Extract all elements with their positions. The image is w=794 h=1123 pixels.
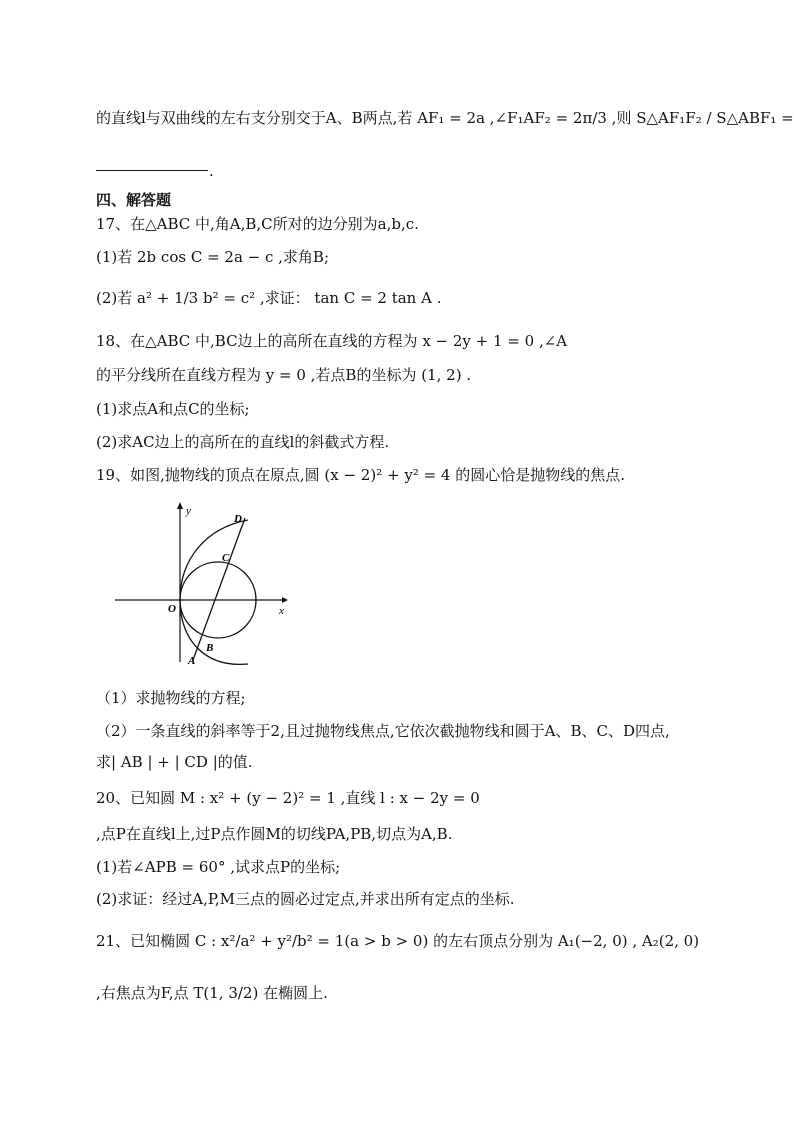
q20-stem: 20、已知圆 M : x² + (y − 2)² = 1 ,直线 l : x − 2y = 0	[96, 789, 480, 807]
q19-part2: （2）一条直线的斜率等于2,且过抛物线焦点,它依次截抛物线和圆于A、B、C、D四点,	[96, 722, 670, 740]
q20-part1: (1)若∠APB = 60° ,试求点P的坐标;	[96, 858, 341, 876]
q19-stem: 19、如图,抛物线的顶点在原点,圆 (x − 2)² + y² = 4 的圆心恰是抛物线的焦点.	[96, 466, 625, 484]
label-d: D	[234, 513, 242, 525]
label-c: C	[222, 552, 230, 564]
q21-stem: 21、已知椭圆 C : x²/a² + y²/b² = 1(a > b > 0) 的左右顶点分别为 A₁(−2, 0) , A₂(2, 0)	[96, 932, 700, 950]
parabola-circle-figure	[110, 500, 295, 670]
q18-part1: (1)求点A和点C的坐标;	[96, 400, 250, 418]
q20-part2: (2)求证：经过A,P,M三点的圆必过定点,并求出所有定点的坐标.	[96, 890, 515, 908]
q20-stem-cont: ,点P在直线l上,过P点作圆M的切线PA,PB,切点为A,B.	[96, 825, 453, 843]
q17-part1: (1)若 2b cos C = 2a − c ,求角B;	[96, 248, 330, 266]
q21-stem-cont: ,右焦点为F,点 T(1, 3/2) 在椭圆上.	[96, 984, 328, 1002]
q17-stem: 17、在△ABC 中,角A,B,C所对的边分别为a,b,c.	[96, 215, 419, 233]
blank-period: .	[209, 162, 214, 180]
q18-stem: 18、在△ABC 中,BC边上的高所在直线的方程为 x − 2y + 1 = 0 ,∠A	[96, 332, 568, 350]
label-y: y	[186, 505, 191, 517]
q18-stem-cont: 的平分线所在直线方程为 y = 0 ,若点B的坐标为 (1, 2) .	[96, 366, 472, 384]
q19-part3: 求| AB | + | CD |的值.	[96, 753, 253, 771]
label-o: O	[168, 603, 176, 615]
answer-blank	[96, 170, 208, 171]
section-title: 四、解答题	[96, 191, 172, 209]
label-a: A	[188, 655, 196, 667]
label-b: B	[206, 642, 214, 654]
q18-part2: (2)求AC边上的高所在的直线l的斜截式方程.	[96, 433, 390, 451]
q17-part2: (2)若 a² + 1/3 b² = c² ,求证： tan C = 2 tan A .	[96, 289, 442, 307]
q19-part1: （1）求抛物线的方程;	[96, 689, 246, 707]
q16-continuation: 的直线l与双曲线的左右支分别交于A、B两点,若 AF₁ = 2a ,∠F₁AF₂ = 2π/3 ,则 S△AF₁F₂ / S△ABF₁ =	[96, 109, 794, 127]
label-x: x	[279, 605, 284, 617]
